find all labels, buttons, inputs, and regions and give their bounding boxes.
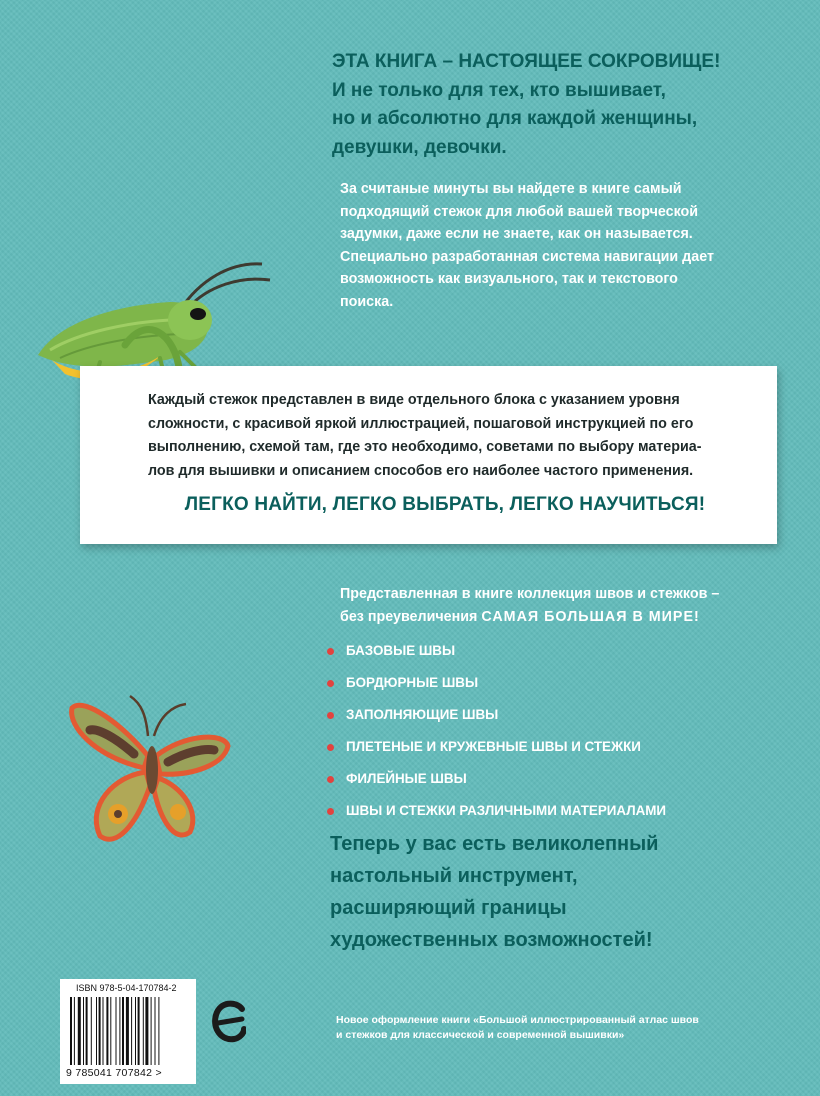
collection-statement [340, 583, 795, 629]
panel-paragraph [148, 389, 768, 483]
intro-line: поиска. [340, 293, 394, 310]
list-item-label: БАЗОВЫЕ ШВЫ [346, 643, 456, 658]
list-item [326, 673, 796, 705]
list-item-label: ЗАПОЛНЯЮЩИЕ ШВЫ [346, 707, 499, 722]
list-item [326, 641, 796, 673]
collection-line-2 [340, 606, 795, 629]
edition-note-line-1: Новое оформление книги «Большой иллюстрированный атлас швов [336, 1014, 699, 1026]
barcode-bar [96, 997, 97, 1065]
collection-prefix: без преувеличения [340, 609, 478, 625]
intro-line: возможность как визуального, так и текстового [340, 271, 678, 287]
hero-heading [332, 48, 792, 162]
barcode-bar [91, 997, 92, 1065]
info-panel [80, 366, 777, 544]
isbn-label: ISBN 978-5-04-170784-2 [76, 983, 177, 993]
closing-line-1: Теперь у вас есть великолепный [330, 833, 659, 855]
barcode-bar [86, 997, 88, 1065]
barcode-bar [135, 997, 136, 1065]
intro-line: задумки, даже если не знаете, как он называется. [340, 226, 693, 242]
collection-emphasis: САМАЯ БОЛЬШАЯ В МИРЕ! [481, 609, 700, 625]
barcode-bar [99, 997, 101, 1065]
barcode-bar [83, 997, 84, 1065]
list-item-label: ШВЫ И СТЕЖКИ РАЗЛИЧНЫМИ МАТЕРИАЛАМИ [346, 803, 667, 818]
barcode-bar [119, 997, 120, 1065]
closing-line-2: настольный инструмент, [330, 865, 578, 887]
barcode-bar [103, 997, 104, 1065]
list-item [326, 737, 796, 769]
closing-statement [330, 828, 800, 956]
publisher-logo-icon [212, 999, 246, 1043]
list-item [326, 705, 796, 737]
barcode-icon [70, 997, 188, 1065]
intro-line: За считаные минуты вы найдете в книге самый [340, 181, 682, 197]
barcode-bar [110, 997, 111, 1065]
bullet-icon [327, 712, 334, 719]
panel-slogan: ЛЕГКО НАЙТИ, ЛЕГКО ВЫБРАТЬ, ЛЕГКО НАУЧИТЬСЯ! [184, 494, 706, 515]
bullet-icon [327, 744, 334, 751]
barcode-bar [122, 997, 124, 1065]
bullet-icon [327, 648, 334, 655]
barcode-bar [158, 997, 159, 1065]
collection-line-1: Представленная в книге коллекция швов и стежков – [340, 586, 720, 602]
list-item-label: ФИЛЕЙНЫЕ ШВЫ [346, 771, 467, 786]
panel-line: лов для вышивки и описанием способов его наиболее частого применения. [148, 462, 694, 479]
bullet-icon [327, 776, 334, 783]
hero-line-1: ЭТА КНИГА – НАСТОЯЩЕЕ СОКРОВИЩЕ! [332, 51, 721, 72]
barcode-bar [138, 997, 140, 1065]
intro-line: Специально разработанная система навигации дает [340, 248, 714, 265]
barcode-bar [116, 997, 117, 1065]
closing-line-4: художественных возможностей! [330, 929, 653, 951]
list-item-label: БОРДЮРНЫЕ ШВЫ [346, 675, 479, 690]
stitch-category-list [326, 641, 796, 833]
list-item [326, 769, 796, 801]
butterfly-icon [64, 686, 234, 856]
panel-line: выполнению, схемой там, где это необходимо, советами по выбору материа- [148, 439, 702, 455]
barcode-bar [106, 997, 108, 1065]
hero-line-4: девушки, девочки. [332, 136, 507, 158]
isbn-barcode [60, 979, 196, 1084]
intro-line: подходящий стежок для любой вашей творческой [340, 203, 699, 220]
barcode-bar [74, 997, 75, 1065]
barcode-bar [78, 997, 81, 1065]
hero-line-3: но и абсолютно для каждой женщины, [332, 108, 698, 129]
barcode-bar [143, 997, 144, 1065]
intro-paragraph [340, 178, 785, 313]
barcode-bar [126, 997, 129, 1065]
bullet-icon [327, 680, 334, 687]
isbn-digits: 9 785041 707842 > [66, 1067, 162, 1079]
bullet-icon [327, 808, 334, 815]
barcode-bar [155, 997, 156, 1065]
panel-line: Каждый стежок представлен в виде отдельного блока с указанием уровня [148, 392, 680, 408]
barcode-bar [145, 997, 148, 1065]
panel-line: сложности, с красивой яркой иллюстрацией, пошаговой инструкцией по его [148, 415, 694, 432]
barcode-bar [70, 997, 72, 1065]
edition-note-line-2: и стежков для классической и современной вышивки» [336, 1029, 625, 1041]
edition-note [336, 1013, 766, 1043]
barcode-bar [131, 997, 132, 1065]
list-item-label: ПЛЕТЕНЫЕ И КРУЖЕВНЫЕ ШВЫ И СТЕЖКИ [346, 739, 641, 754]
hero-line-2: И не только для тех, кто вышивает, [332, 79, 666, 101]
barcode-bar [151, 997, 152, 1065]
closing-line-3: расширяющий границы [330, 897, 567, 919]
